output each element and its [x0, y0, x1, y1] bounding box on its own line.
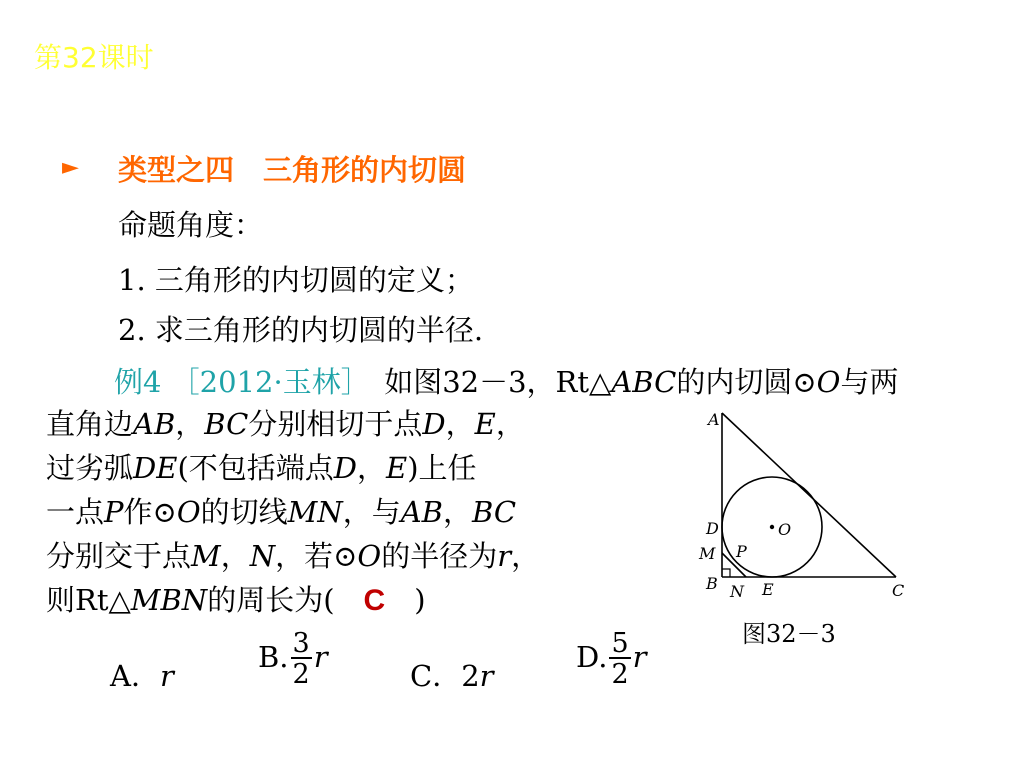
option-d	[576, 630, 647, 688]
section-bullet-icon: ►	[62, 155, 79, 180]
option-b-numerator: 3	[292, 628, 310, 659]
option-a-var: r	[159, 659, 174, 693]
option-b-fraction	[291, 630, 312, 688]
example-line-5: 分别交于点M，N，若⊙O的半径为r，	[46, 539, 541, 573]
proposition-item-1: 1. 三角形的内切圆的定义；	[118, 263, 474, 297]
option-c	[410, 654, 494, 695]
option-b-label: B.	[258, 640, 289, 674]
option-d-numerator: 5	[611, 628, 629, 659]
label-b: B	[706, 574, 718, 593]
option-d-denominator: 2	[611, 659, 629, 690]
example-line-4: 一点P作⊙O的切线MN，与AB，BC	[46, 495, 517, 529]
right-angle-mark	[722, 569, 730, 577]
proposition-heading: 命题角度：	[118, 208, 264, 242]
geometry-figure	[690, 405, 920, 610]
lesson-title: 第32课时	[34, 41, 154, 74]
section-title: 类型之四 三角形的内切圆	[118, 153, 467, 187]
option-a-label: A．	[110, 659, 160, 693]
example-label: 例4 ［2012·玉林］	[114, 365, 356, 399]
option-c-label: C．2	[410, 659, 480, 693]
center-o-point	[770, 525, 774, 529]
label-o: O	[778, 520, 792, 539]
option-d-label: D.	[576, 640, 608, 674]
example-line-3: 过劣弧DE(不包括端点D，E)上任	[46, 451, 477, 485]
option-b	[258, 630, 328, 688]
label-m: M	[699, 544, 716, 563]
label-e: E	[762, 580, 774, 599]
figure-caption: 图32－3	[742, 620, 836, 648]
example-line-1: 例4 ［2012·玉林］ 如图32－3，Rt△ABC的内切圆⊙O与两	[114, 365, 899, 399]
proposition-item-2: 2. 求三角形的内切圆的半径.	[118, 313, 484, 347]
option-d-var: r	[632, 640, 647, 674]
label-a: A	[708, 410, 720, 429]
example-line-2: 直角边AB，BC分别相切于点D，E，	[46, 407, 525, 441]
label-n: N	[730, 582, 744, 601]
option-a	[110, 654, 174, 695]
example-line-6: 则Rt△MBN的周长为( C )	[46, 583, 426, 617]
option-d-fraction	[609, 630, 630, 688]
option-c-var: r	[479, 659, 494, 693]
option-b-var: r	[313, 640, 328, 674]
label-p: P	[736, 542, 747, 561]
label-d: D	[706, 519, 719, 538]
option-b-denominator: 2	[292, 659, 310, 690]
answer-mark: C	[363, 584, 386, 617]
side-ac	[722, 413, 896, 577]
label-c: C	[892, 581, 905, 600]
